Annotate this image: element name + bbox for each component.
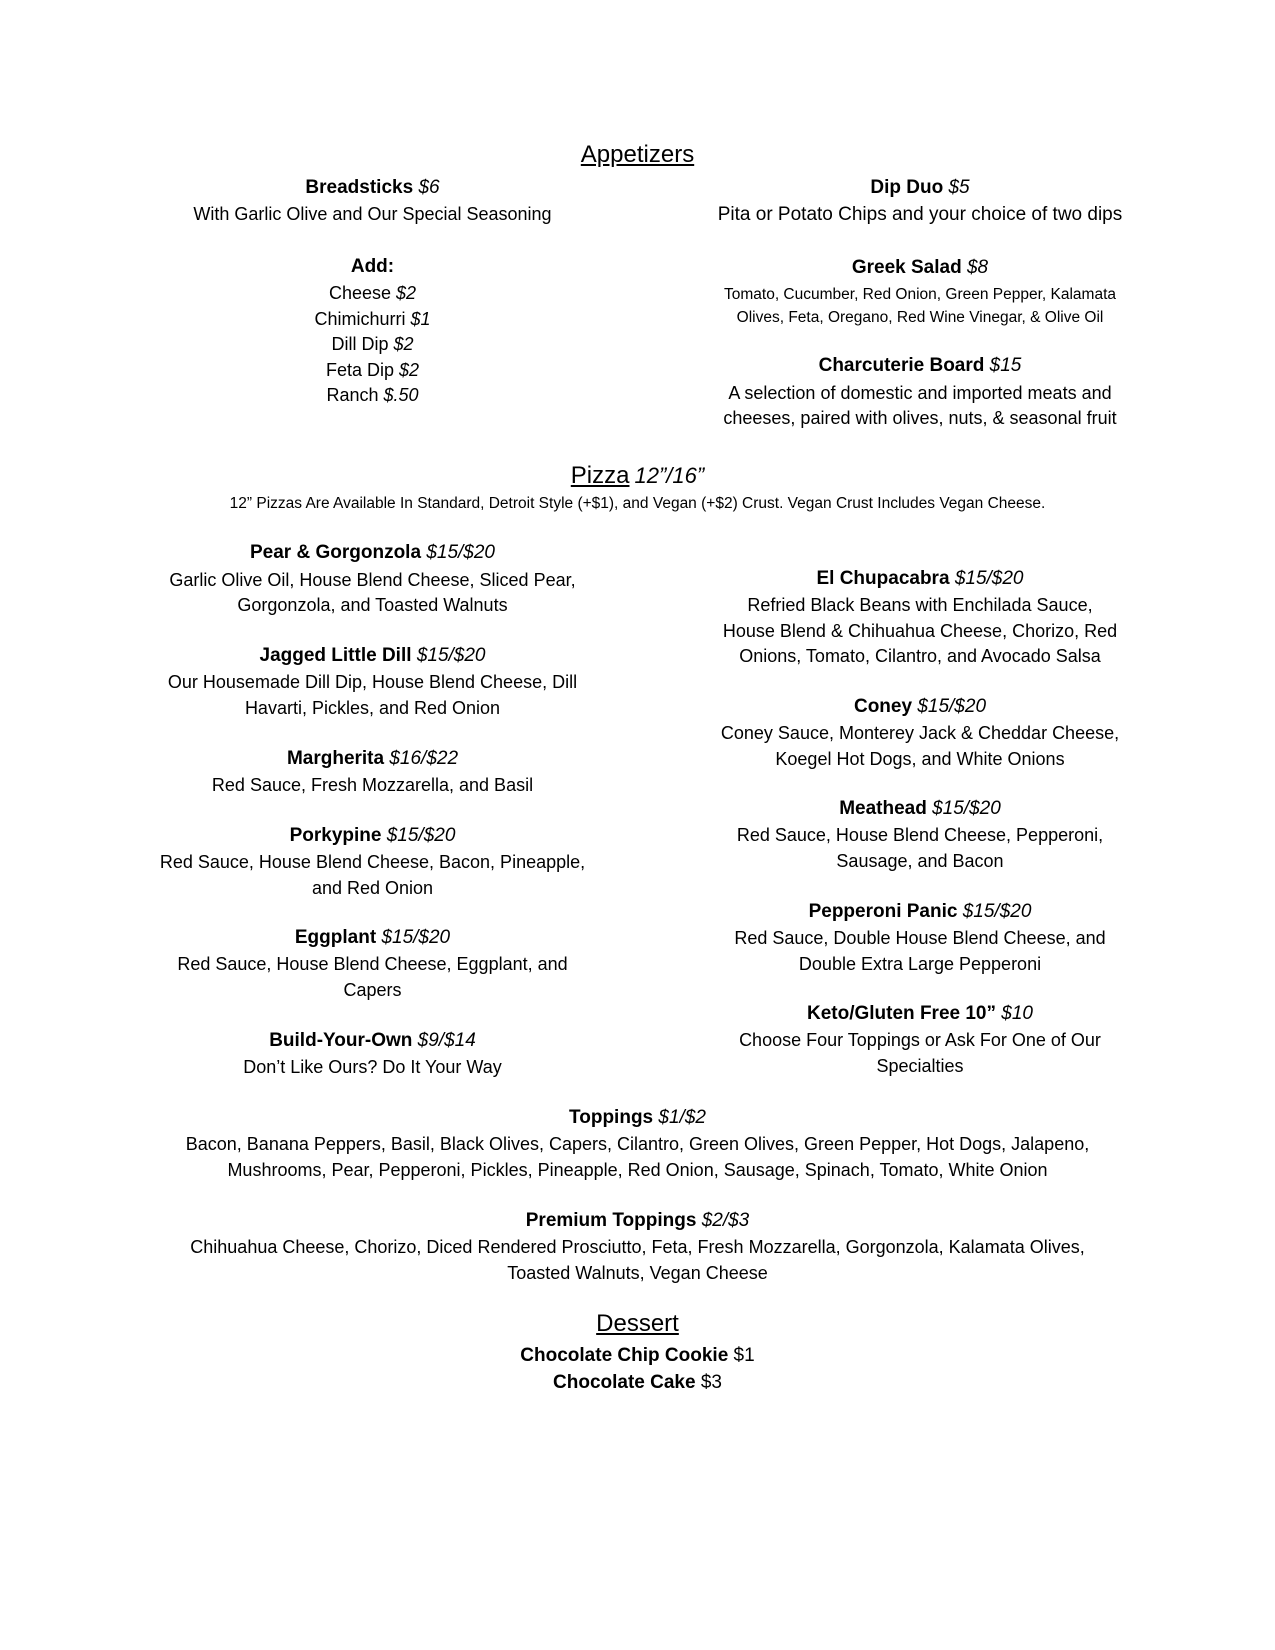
pizza-title: Margherita $16/$22 <box>286 748 459 769</box>
pizza-desc: Don’t Like Ours? Do It Your Way <box>243 1057 502 1077</box>
charcuterie-title: Charcuterie Board $15 <box>818 355 1022 376</box>
add-item: Chimichurri $1 <box>314 309 431 329</box>
add-item: Cheese $2 <box>328 283 417 303</box>
pizza-title: Meathead $15/$20 <box>839 798 1001 819</box>
charcuterie-desc: A selection of domestic and imported meats and <box>728 383 1112 403</box>
premium-toppings-title: Premium Toppings $2/$3 <box>525 1210 750 1231</box>
pizza-desc: Our Housemade Dill Dip, House Blend Cheese, Dill <box>167 672 578 692</box>
greek-salad-desc: Olives, Feta, Oregano, Red Wine Vinegar, & Olive Oil <box>736 309 1104 326</box>
dip-duo-desc: Pita or Potato Chips and your choice of two dips <box>717 204 1123 225</box>
charcuterie-desc: cheeses, paired with olives, nuts, & seasonal fruit <box>723 408 1117 428</box>
pizza-desc: Specialties <box>876 1056 964 1076</box>
pizza-desc: Red Sauce, House Blend Cheese, Pepperoni, <box>736 825 1104 845</box>
pizza-title: Pepperoni Panic $15/$20 <box>808 901 1032 922</box>
toppings-title: Toppings $1/$2 <box>569 1107 706 1128</box>
pizza-title: Jagged Little Dill $15/$20 <box>259 645 486 666</box>
pizza-desc: Red Sauce, Fresh Mozzarella, and Basil <box>211 775 534 795</box>
pizza-desc: Choose Four Toppings or Ask For One of Our <box>739 1030 1101 1050</box>
pizza-title: Eggplant $15/$20 <box>294 927 451 948</box>
toppings-desc: Mushrooms, Pear, Pepperoni, Pickles, Pineapple, Red Onion, Sausage, Spinach, Tomato, White Onion <box>227 1160 1048 1180</box>
pizza-title: El Chupacabra $15/$20 <box>816 568 1024 589</box>
add-label: Add: <box>350 256 395 277</box>
pizza-title: Keto/Gluten Free 10” $10 <box>807 1003 1033 1024</box>
pizza-desc: Koegel Hot Dogs, and White Onions <box>775 749 1065 769</box>
pizza-desc: Garlic Olive Oil, House Blend Cheese, Sliced Pear, <box>169 570 576 590</box>
dessert-item: Chocolate Cake $3 <box>553 1372 722 1393</box>
pizza-desc: Capers <box>343 980 402 1000</box>
item-price: $6 <box>418 177 440 198</box>
crust-note: 12” Pizzas Are Available In Standard, Detroit Style (+$1), and Vegan (+$2) Crust. Vegan Crust Includes Vegan Cheese. <box>229 495 1046 512</box>
pizza-size-note: 12”/16” <box>634 463 705 488</box>
toppings-desc: Bacon, Banana Peppers, Basil, Black Olives, Capers, Cilantro, Green Olives, Green Pepper, Hot Dogs, Jalapeno, <box>185 1134 1090 1154</box>
breadsticks-desc: With Garlic Olive and Our Special Seasoning <box>193 204 552 224</box>
pizza-desc: Havarti, Pickles, and Red Onion <box>244 698 501 718</box>
pizza-desc: Coney Sauce, Monterey Jack & Cheddar Cheese, <box>720 723 1120 743</box>
add-item: Ranch $.50 <box>326 385 419 405</box>
appetizers-heading: Appetizers <box>580 141 695 168</box>
pizza-desc: and Red Onion <box>311 878 434 898</box>
breadsticks-title <box>100 175 645 201</box>
dip-duo-title: Dip Duo $5 <box>870 177 970 198</box>
pizza-desc: Red Sauce, Double House Blend Cheese, and <box>734 928 1106 948</box>
dessert-item: Chocolate Chip Cookie $1 <box>520 1345 755 1366</box>
pizza-title: Pear & Gorgonzola $15/$20 <box>250 542 495 563</box>
pizza-title: Build-Your-Own $9/$14 <box>269 1030 476 1051</box>
pizza-desc: Refried Black Beans with Enchilada Sauce, <box>747 595 1093 615</box>
add-item: Dill Dip $2 <box>331 334 414 354</box>
pizza-desc: Onions, Tomato, Cilantro, and Avocado Salsa <box>739 646 1101 666</box>
pizza-title: Coney $15/$20 <box>853 696 987 717</box>
pizza-title: Porkypine $15/$20 <box>289 825 456 846</box>
pizza-desc: Gorgonzola, and Toasted Walnuts <box>237 595 508 615</box>
greek-salad-title: Greek Salad $8 <box>851 257 989 278</box>
greek-salad-desc: Tomato, Cucumber, Red Onion, Green Pepper, Kalamata <box>723 286 1117 303</box>
item-name: Breadsticks <box>305 177 414 198</box>
add-item: Feta Dip $2 <box>325 360 420 380</box>
pizza-desc: House Blend & Chihuahua Cheese, Chorizo, Red <box>722 621 1118 641</box>
pizza-desc: Double Extra Large Pepperoni <box>798 954 1042 974</box>
dessert-heading: Dessert <box>596 1310 679 1337</box>
pizza-desc: Red Sauce, House Blend Cheese, Eggplant, and <box>177 954 568 974</box>
pizza-desc: Red Sauce, House Blend Cheese, Bacon, Pineapple, <box>159 852 586 872</box>
premium-toppings-desc: Toasted Walnuts, Vegan Cheese <box>507 1263 768 1283</box>
pizza-desc: Sausage, and Bacon <box>836 851 1004 871</box>
pizza-heading: Pizza 12”/16” <box>570 462 705 489</box>
premium-toppings-desc: Chihuahua Cheese, Chorizo, Diced Rendered Prosciutto, Feta, Fresh Mozzarella, Gorgonzola, Kalamata Olives, <box>190 1237 1085 1257</box>
